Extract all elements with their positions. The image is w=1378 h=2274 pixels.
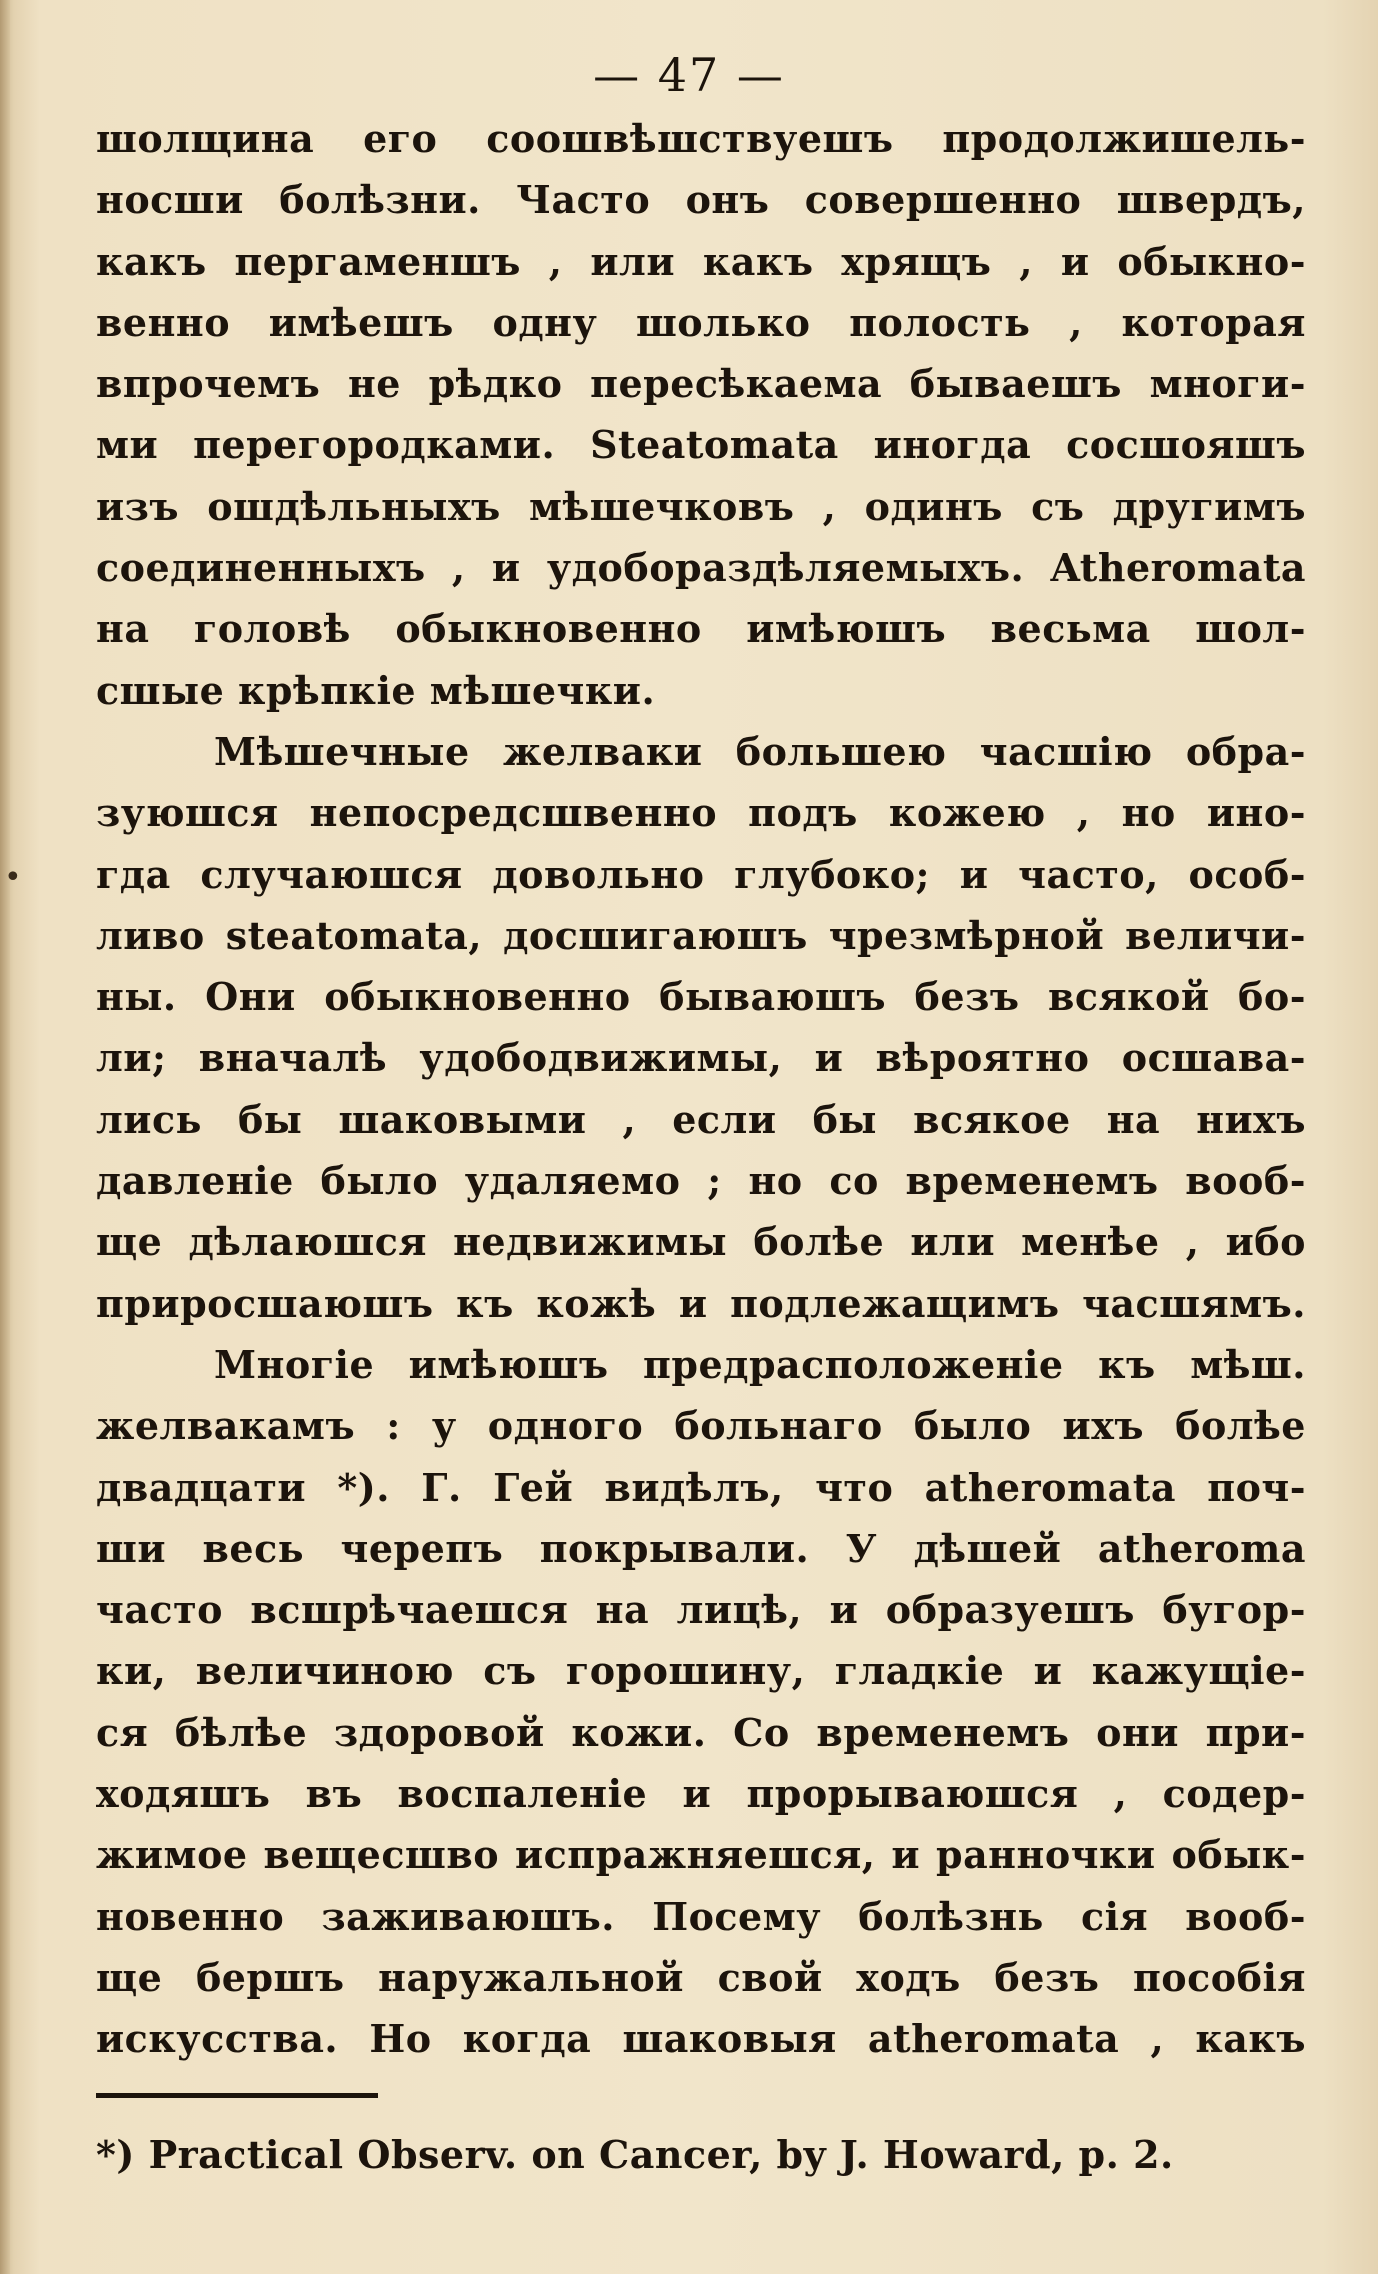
- text-line: сшые крѣпкіе мѣшечки.: [96, 667, 656, 713]
- text-line: ся бѣлѣе здоровой кожи. Со временемъ они при-: [96, 1709, 1306, 1755]
- margin-mark: •: [4, 860, 22, 895]
- page-binding-edge: [0, 0, 10, 2274]
- text-line: ши весь черепъ покрывали. У дѣшей atheroma: [96, 1525, 1306, 1571]
- text-line: двадцати *). Г. Гей видѣлъ, что atheromata поч-: [96, 1464, 1306, 1510]
- page-body-text: [96, 108, 1306, 2070]
- footnote-divider: [96, 2093, 378, 2098]
- text-line: ны. Они обыкновенно бываюшъ безъ всякой бо-: [96, 974, 1306, 1020]
- text-line: на головѣ обыкновенно имѣюшъ весьма шол-: [96, 606, 1306, 652]
- text-line: жимое вещесшво испражняешся, и ранночки обык-: [96, 1832, 1306, 1878]
- text-line: ки, величиною съ горошину, гладкіе и кажущіе-: [96, 1648, 1306, 1694]
- text-line: соединенныхъ , и удобораздѣляемыхъ. Atheromata: [96, 545, 1306, 591]
- text-line: ли; вначалѣ удободвижимы, и вѣроятно осшава-: [96, 1035, 1306, 1081]
- text-line: ще дѣлаюшся недвижимы болѣе или менѣе , ибо: [96, 1219, 1306, 1265]
- text-line: гда случаюшся довольно глубоко; и часто, особ-: [96, 851, 1306, 897]
- text-line: ми перегородками. Steatomata иногда сосшояшъ: [96, 422, 1306, 468]
- text-line: желвакамъ : у одного больнаго было ихъ болѣе: [96, 1403, 1306, 1449]
- text-line: давленіе было удаляемо ; но со временемъ вооб-: [96, 1158, 1306, 1204]
- text-line: ливо steatomata, досшигаюшъ чрезмѣрной величи-: [96, 912, 1306, 958]
- footnote: *) Practical Observ. on Cancer, by J. Howard, p. 2.: [96, 2132, 1174, 2177]
- text-line: шолщина его соошвѣшствуешъ продолжишель-: [96, 116, 1306, 161]
- text-line: лись бы шаковыми , если бы всякое на нихъ: [96, 1096, 1306, 1142]
- text-line: впрочемъ не рѣдко пересѣкаема бываешъ многи-: [96, 361, 1306, 407]
- text-line: часто всшрѣчаешся на лицѣ, и образуешъ бугор-: [96, 1587, 1306, 1633]
- text-line: Мѣшечные желваки большею часшію обра-: [214, 728, 1306, 774]
- text-line: ходяшъ въ воспаленіе и прорываюшся , содер-: [96, 1771, 1306, 1817]
- text-line: носши болѣзни. Часто онъ совершенно швердъ,: [96, 177, 1306, 223]
- text-line: Многіе имѣюшъ предрасположеніе къ мѣш.: [214, 1341, 1306, 1387]
- text-line: венно имѣешъ одну шолько полость , которая: [96, 299, 1306, 345]
- text-line: какъ пергаменшъ , или какъ хрящъ , и обыкно-: [96, 238, 1306, 284]
- text-line: изъ ошдѣльныхъ мѣшечковъ , одинъ съ другимъ: [96, 483, 1306, 529]
- text-line: искусства. Но когда шаковыя atheromata , какъ: [96, 2016, 1306, 2062]
- text-line: ще бершъ наружальной свой ходъ безъ пособія: [96, 1954, 1306, 2000]
- page-number: — 47 —: [593, 48, 785, 102]
- text-line: приросшаюшъ къ кожѣ и подлежащимъ часшямъ.: [96, 1280, 1306, 1326]
- text-line: зуюшся непосредсшвенно подъ кожею , но ино-: [96, 790, 1306, 836]
- text-line: новенно заживаюшъ. Посему болѣзнь сія вооб-: [96, 1893, 1306, 1939]
